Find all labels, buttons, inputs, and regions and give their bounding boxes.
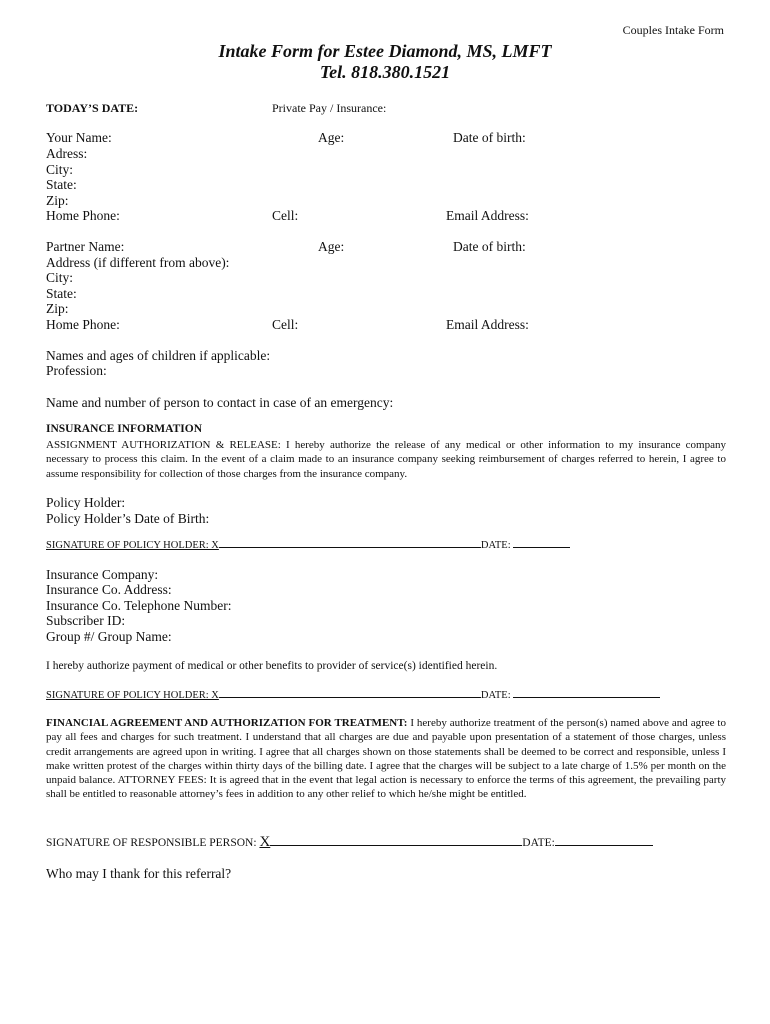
policy-holder-signature-row-1: [46, 540, 570, 551]
date-line[interactable]: [555, 844, 653, 846]
insurance-company-label: Insurance Company:: [46, 567, 159, 582]
partner-email-label: Email Address:: [446, 317, 529, 332]
date-line[interactable]: [513, 696, 660, 698]
client-state-label: State:: [46, 177, 77, 192]
date-line[interactable]: [513, 546, 570, 548]
group-name-label: Group #/ Group Name:: [46, 629, 172, 644]
partner-dob-label: Date of birth:: [453, 239, 526, 254]
financial-heading: FINANCIAL AGREEMENT AND AUTHORIZATION FOR TREATMENT:: [46, 717, 408, 729]
date-label: DATE:: [480, 540, 511, 551]
client-age-label: Age:: [318, 130, 345, 145]
policy-holder-signature-row-2: [46, 690, 660, 701]
responsible-person-signature-row: [46, 834, 653, 851]
client-dob-label: Date of birth:: [453, 130, 526, 145]
your-name-label: Your Name:: [46, 130, 112, 145]
policy-holder-label: Policy Holder:: [46, 495, 126, 510]
authorize-payment-text: I hereby authorize payment of medical or other benefits to provider of service(s) identified herein.: [46, 660, 498, 672]
client-city-label: City:: [46, 162, 74, 177]
signature-policy-holder-label: SIGNATURE OF POLICY HOLDER: X: [46, 690, 219, 701]
partner-home-phone-label: Home Phone:: [46, 317, 120, 332]
partner-cell-label: Cell:: [272, 317, 299, 332]
insurance-heading: INSURANCE INFORMATION: [46, 423, 203, 435]
partner-age-label: Age:: [318, 239, 345, 254]
partner-city-label: City:: [46, 270, 74, 285]
signature-x: X: [259, 834, 271, 850]
signature-line[interactable]: [219, 546, 481, 548]
policy-holder-dob-label: Policy Holder’s Date of Birth:: [46, 511, 210, 526]
responsible-person-label: SIGNATURE OF RESPONSIBLE PERSON:: [46, 837, 257, 849]
subscriber-id-label: Subscriber ID:: [46, 613, 126, 628]
form-phone: Tel. 818.380.1521: [319, 62, 451, 82]
todays-date-label: TODAY’S DATE:: [46, 101, 139, 115]
date-label: DATE:: [522, 837, 555, 849]
date-label: DATE:: [480, 690, 511, 701]
signature-line[interactable]: [270, 844, 522, 846]
partner-zip-label: Zip:: [46, 301, 69, 316]
insurance-address-label: Insurance Co. Address:: [46, 582, 172, 597]
profession-label: Profession:: [46, 363, 107, 378]
financial-body: I hereby authorize treatment of the person(s) named above and agree to pay all fees and charges for such treatment. I understand that all charges are due and payable upon presentation of a statement of those charges, unless credit arrangements are agreed upon in writing. I agree that all charges shown on those statements shall be deemed to be correct and responsible, unless I make written protest of the charges within thirty days of the billing date. I agree that the charges will be subject to a late charge of 1.5% per month on the unpaid balance. ATTORNEY FEES: It is agreed that in the event that legal action is necessary to enforce the terms of this agreement, the prevailing party shall be entitled to reasonable attorney’s fees in addition to any other relief to which he/she might be entitled.: [46, 717, 726, 801]
children-label: Names and ages of children if applicable:: [46, 348, 271, 363]
private-pay-label: Private Pay / Insurance:: [272, 101, 387, 115]
signature-line[interactable]: [219, 696, 481, 698]
insurance-phone-label: Insurance Co. Telephone Number:: [46, 598, 232, 613]
emergency-contact-label: Name and number of person to contact in case of an emergency:: [46, 395, 394, 410]
form-title: Intake Form for Estee Diamond, MS, LMFT: [218, 41, 552, 61]
client-cell-label: Cell:: [272, 208, 299, 223]
referral-question: Who may I thank for this referral?: [46, 866, 232, 881]
assignment-authorization-text: ASSIGNMENT AUTHORIZATION & RELEASE: I hereby authorize the release of any medical or other information to my insurance company necessary to process this claim. In the event of a claim made to an insurance company seeking reimbursement of charges referred to herein, I agree to assume responsibility for collection of those charges from the insurance company.: [46, 439, 726, 480]
financial-agreement-text: [46, 716, 726, 802]
client-zip-label: Zip:: [46, 193, 69, 208]
partner-address-label: Address (if different from above):: [46, 255, 230, 270]
signature-policy-holder-label: SIGNATURE OF POLICY HOLDER: X: [46, 540, 219, 551]
partner-name-label: Partner Name:: [46, 239, 125, 254]
client-address-label: Adress:: [46, 146, 88, 161]
form-corner-label: Couples Intake Form: [622, 23, 724, 37]
partner-state-label: State:: [46, 286, 77, 301]
client-home-phone-label: Home Phone:: [46, 208, 120, 223]
client-email-label: Email Address:: [446, 208, 529, 223]
